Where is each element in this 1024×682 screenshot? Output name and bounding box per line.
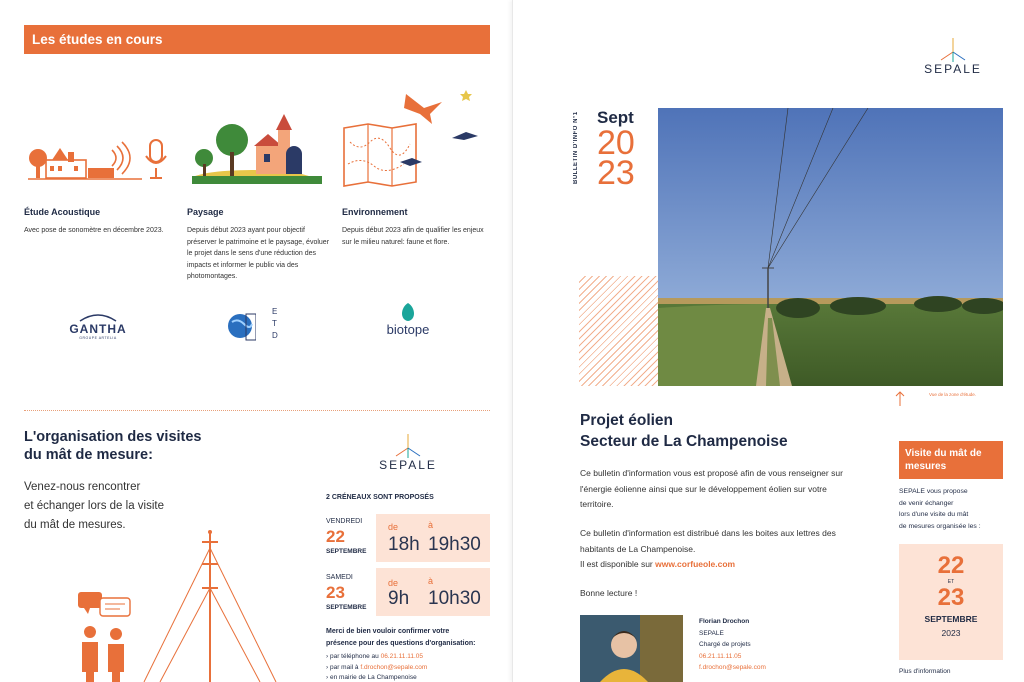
photo-caption: Vue de la zone d'étude.	[929, 392, 976, 397]
biotope-logo	[378, 302, 438, 337]
sepale-star-icon	[938, 38, 968, 62]
mail-link[interactable]: f.drochon@sepale.com	[360, 663, 428, 671]
visits-text-line: Venez-nous rencontrer	[24, 481, 141, 493]
hatch-decoration	[579, 276, 659, 386]
visits-title	[24, 428, 202, 464]
slot-daynum: 22	[326, 527, 345, 546]
website-link[interactable]: www.corfueole.com	[655, 559, 736, 569]
slots-heading: 2 CRÉNEAUX SONT PROPOSÉS	[326, 494, 434, 501]
gantha-subtext: GROUPE ARTELIA	[79, 336, 117, 340]
slot-month: SEPTEMBRE	[326, 604, 367, 611]
study-area-photo	[658, 108, 1003, 386]
confirm-line: Merci de bien vouloir confirmer votre	[326, 628, 450, 635]
slot-to-label: à	[428, 576, 434, 586]
issue-month: Sept	[597, 108, 634, 127]
etd-logo	[226, 306, 286, 346]
visit-dates-box	[899, 544, 1003, 660]
gantha-text: GANTHA	[69, 322, 127, 336]
study-paysage	[187, 207, 332, 283]
bulletin-label: BULLETIN D'INFO N°1	[573, 111, 579, 184]
up-arrow-icon	[895, 390, 905, 406]
biotope-drop-icon	[398, 302, 418, 322]
sepale-logo-right	[915, 38, 991, 76]
slot-friday	[326, 514, 490, 562]
visit-date-et: ET	[947, 579, 955, 585]
distribution-paragraph	[580, 526, 848, 573]
slot-day: SAMEDI	[326, 574, 353, 581]
etd-text: E T D	[272, 307, 278, 340]
slot-to-time: 10h30	[428, 588, 481, 609]
slot-from-label: de	[388, 578, 399, 588]
mairie-text: › en mairie de La Champenoise	[326, 674, 417, 681]
contact-info	[699, 616, 766, 674]
visits-text-line: du mât de mesures.	[24, 519, 126, 531]
study-title: Étude Acoustique	[24, 207, 101, 217]
slot-daynum: 23	[326, 583, 345, 602]
contact-phone[interactable]: 06.21.11.11.05	[699, 652, 742, 660]
study-text: Depuis début 2023 afin de qualifier les enjeux sur le milieu naturel: faune et flore.	[342, 227, 484, 246]
mail-label: › par mail à	[326, 663, 359, 671]
confirm-text	[326, 626, 475, 650]
visit-box-title: Visite du mât de mesures	[899, 441, 1003, 479]
visit-box-line: SEPALE vous propose	[899, 488, 968, 495]
visit-illustration	[70, 528, 300, 682]
bonne-lecture: Bonne lecture !	[580, 588, 638, 598]
project-title	[580, 410, 788, 452]
sepale-word: SEPALE	[379, 458, 437, 472]
sepale-logo-left	[370, 434, 446, 472]
contact-email[interactable]: f.drochon@sepale.com	[699, 664, 766, 671]
contact-company: SEPALE	[699, 629, 724, 637]
visit-date-2: 23	[937, 584, 965, 611]
study-title: Environnement	[342, 207, 408, 217]
slot-from-time: 18h	[388, 534, 420, 555]
visits-text	[24, 478, 164, 535]
etd-globe-icon	[226, 310, 256, 342]
phone-label: › par téléphone au	[326, 653, 379, 660]
visits-title-line-1: L'organisation des visites	[24, 429, 202, 445]
visit-box-line: lors d'une visite du mât	[899, 511, 969, 518]
intro-paragraph: Ce bulletin d'information vous est proposé afin de vous renseigner sur l'énergie éolienne ainsi que sur le développement éolien sur votre territoire.	[580, 468, 843, 509]
right-page	[512, 0, 1024, 682]
section-title-bar: Les études en cours	[24, 25, 490, 54]
visit-date-1: 22	[937, 552, 965, 579]
slot-month: SEPTEMBRE	[326, 548, 367, 555]
visit-date-month: SEPTEMBRE	[924, 614, 978, 624]
visit-box-line: de venir échanger	[899, 499, 954, 507]
sepale-star-icon	[393, 434, 423, 458]
slot-from-time: 9h	[388, 588, 410, 609]
contact-options	[326, 652, 427, 682]
issue-year-2: 23	[597, 154, 635, 192]
visit-date-year: 2023	[941, 628, 961, 638]
confirm-line: présence pour des questions d'organisation:	[326, 640, 476, 647]
slot-day: VENDREDI	[326, 518, 363, 525]
contact-photo	[580, 615, 683, 682]
visits-text-line: et échanger lors de la visite	[24, 500, 164, 512]
project-title-line-2: Secteur de La Champenoise	[580, 433, 788, 450]
biotope-text: biotope	[386, 322, 430, 337]
gantha-arc-icon	[78, 312, 118, 322]
acoustic-icon	[24, 130, 174, 188]
slot-to-label: à	[428, 520, 434, 530]
landscape-icon	[192, 112, 322, 184]
phone-link[interactable]: 06.21.11.11.05	[380, 653, 423, 660]
study-title: Paysage	[187, 207, 224, 217]
distribution-text: Ce bulletin d'information est distribué dans les boites aux lettres des habitants de La Champenoise.	[580, 528, 836, 554]
environment-icon	[340, 88, 485, 188]
project-title-line-1: Projet éolien	[580, 412, 674, 429]
study-acoustic	[24, 207, 169, 237]
gantha-logo	[58, 312, 138, 340]
study-text: Depuis début 2023 ayant pour objectif préserver le patrimoine et le paysage, évoluer le projet dans le sens d'une réduction des impacts et informer le public via des photomontages.	[187, 227, 330, 280]
more-info: Plus d'information	[899, 668, 951, 675]
contact-role: Chargé de projets	[699, 641, 751, 648]
slot-saturday	[326, 568, 490, 616]
visit-box-text	[899, 486, 981, 532]
slot-time-box	[376, 514, 490, 562]
slot-to-time: 19h30	[428, 534, 481, 555]
slot-from-label: de	[388, 522, 399, 532]
study-text: Avec pose de sonomètre en décembre 2023.	[24, 227, 164, 234]
availability-text: Il est disponible sur	[580, 559, 653, 569]
slot-time-box	[376, 568, 490, 616]
study-environnement	[342, 207, 490, 248]
visits-title-line-2: du mât de mesure:	[24, 447, 153, 463]
sepale-word: SEPALE	[924, 62, 982, 76]
contact-name: Florian Drochon	[699, 618, 750, 625]
divider	[24, 410, 490, 411]
issue-date	[597, 108, 635, 192]
issue-year-1: 20	[597, 124, 635, 162]
visit-box-line: de mesures organisée les :	[899, 522, 981, 530]
